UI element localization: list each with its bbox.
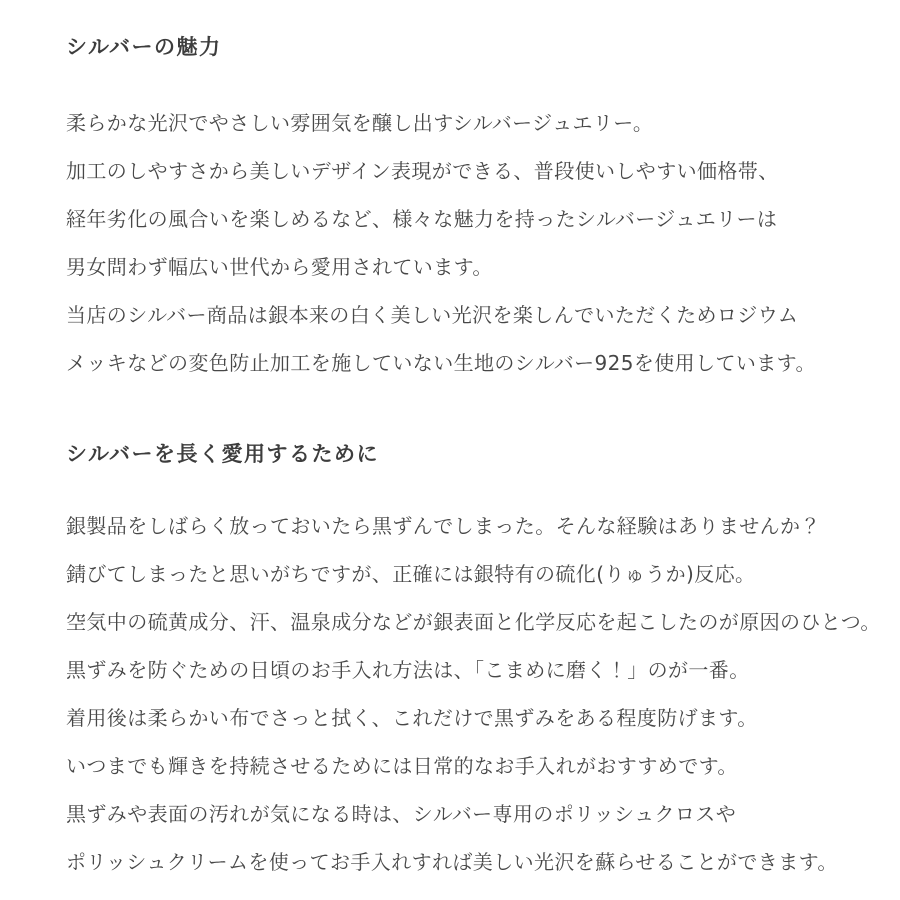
paragraph-line: 着用後は柔らかい布でさっと拭く、これだけで黒ずみをある程度防げます。	[66, 706, 758, 730]
paragraph-line: 柔らかな光沢でやさしい雰囲気を醸し出すシルバージュエリー。	[66, 111, 654, 135]
paragraph-line: 黒ずみを防ぐための日頃のお手入れ方法は、「こまめに磨く！」のが一番。	[66, 658, 750, 682]
paragraph-line: いつまでも輝きを持続させるためには日常的なお手入れがおすすめです。	[66, 754, 738, 778]
paragraph-line: 当店のシルバー商品は銀本来の白く美しい光沢を楽しんでいただくためロジウム	[66, 303, 799, 327]
section-heading-silver-care: シルバーを長く愛用するために	[66, 442, 380, 466]
paragraph-line: 黒ずみや表面の汚れが気になる時は、シルバー専用のポリッシュクロスや	[66, 802, 737, 826]
paragraph-line: 銀製品をしばらく放っておいたら黒ずんでしまった。そんな経験はありませんか？	[66, 514, 821, 538]
paragraph-silver-appeal	[66, 99, 900, 387]
paragraph-line: 男女問わず幅広い世代から愛用されています。	[66, 255, 493, 279]
paragraph-line: メッキなどの変色防止加工を施していない生地のシルバー925を使用しています。	[66, 351, 816, 375]
paragraph-line: ポリッシュクリームを使ってお手入れすれば美しい光沢を蘇らせることができます。	[66, 850, 838, 874]
section-heading-silver-appeal: シルバーの魅力	[66, 35, 222, 59]
paragraph-line: 経年劣化の風合いを楽しめるなど、様々な魅力を持ったシルバージュエリーは	[66, 207, 778, 231]
paragraph-line: 錆びてしまったと思いがちですが、正確には銀特有の硫化(りゅうか)反応。	[66, 562, 756, 586]
paragraph-silver-care	[66, 502, 900, 886]
paragraph-line: 加工のしやすさから美しいデザイン表現ができる、普段使いしやすい価格帯、	[66, 159, 779, 183]
paragraph-line: 空気中の硫黄成分、汗、温泉成分などが銀表面と化学反応を起こしたのが原因のひとつ。	[66, 610, 881, 634]
